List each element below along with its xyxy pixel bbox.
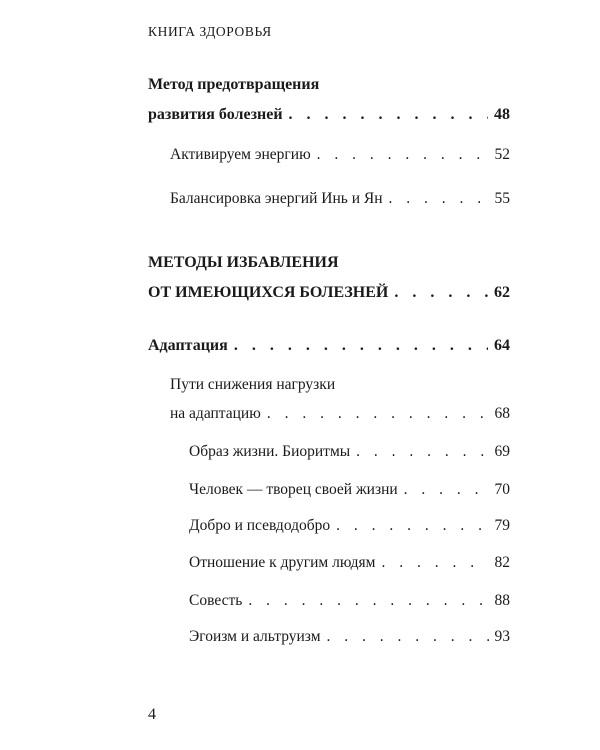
toc-entry[interactable] <box>189 517 510 535</box>
toc-entry-chapter[interactable] <box>148 337 510 355</box>
leader-dots <box>336 517 488 535</box>
toc-entry-part[interactable] <box>148 284 510 302</box>
toc-entry-title: Адаптация <box>148 337 228 354</box>
leader-dots <box>327 628 489 646</box>
toc-entry-title: развития болезней <box>148 106 283 123</box>
leader-dots <box>267 405 489 423</box>
leader-dots <box>381 554 488 572</box>
toc-entry-page: 55 <box>494 190 510 207</box>
toc-entry-page: 88 <box>494 592 510 609</box>
toc-entry-page: 62 <box>494 284 510 301</box>
leader-dots <box>404 481 489 499</box>
leader-dots <box>356 443 488 461</box>
toc-entry-title: Эгоизм и альтруизм <box>189 628 321 645</box>
toc-entry-page: 82 <box>494 554 510 571</box>
toc-entry-page: 48 <box>494 106 510 123</box>
page-number: 4 <box>148 706 156 723</box>
toc-entry-page: 68 <box>494 405 510 422</box>
toc-entry[interactable] <box>170 190 510 208</box>
toc-entry[interactable] <box>170 146 510 164</box>
toc-entry[interactable] <box>189 554 510 572</box>
toc-entry-page: 64 <box>494 337 510 354</box>
toc-part-title-line1: МЕТОДЫ ИЗБАВЛЕНИЯ <box>148 254 339 271</box>
toc-entry-section[interactable] <box>148 106 510 124</box>
leader-dots <box>234 337 488 355</box>
toc-subsection-title-line1: Пути снижения нагрузки <box>170 376 336 393</box>
toc-entry-title: Совесть <box>189 592 243 609</box>
leader-dots <box>289 106 488 124</box>
toc-entry-subsection[interactable] <box>170 405 510 423</box>
toc-entry[interactable] <box>189 481 510 499</box>
toc-entry[interactable] <box>189 592 510 610</box>
leader-dots <box>394 284 488 302</box>
toc-entry-page: 70 <box>494 481 510 498</box>
toc-entry[interactable] <box>189 443 510 461</box>
toc-entry-title: Балансировка энергий Инь и Ян <box>170 190 383 207</box>
leader-dots <box>248 592 488 610</box>
toc-entry-title: ОТ ИМЕЮЩИХСЯ БОЛЕЗНЕЙ <box>148 284 389 301</box>
toc-entry-page: 69 <box>494 443 510 460</box>
running-head: КНИГА ЗДОРОВЬЯ <box>148 24 272 39</box>
leader-dots <box>389 190 489 208</box>
toc-entry-title: Отношение к другим людям <box>189 554 376 571</box>
toc-entry-page: 79 <box>494 517 510 534</box>
toc-section-title-line1: Метод предотвращения <box>148 76 320 93</box>
toc-entry[interactable] <box>189 628 510 646</box>
toc-entry-title: Образ жизни. Биоритмы <box>189 443 351 460</box>
toc-entry-title: Активируем энергию <box>170 146 311 163</box>
leader-dots <box>317 146 489 164</box>
toc-entry-title: на адаптацию <box>170 405 261 422</box>
toc-entry-page: 52 <box>494 146 510 163</box>
toc-entry-title: Человек — творец своей жизни <box>189 481 398 498</box>
toc-entry-title: Добро и псевдодобро <box>189 517 331 534</box>
toc-entry-page: 93 <box>494 628 510 645</box>
